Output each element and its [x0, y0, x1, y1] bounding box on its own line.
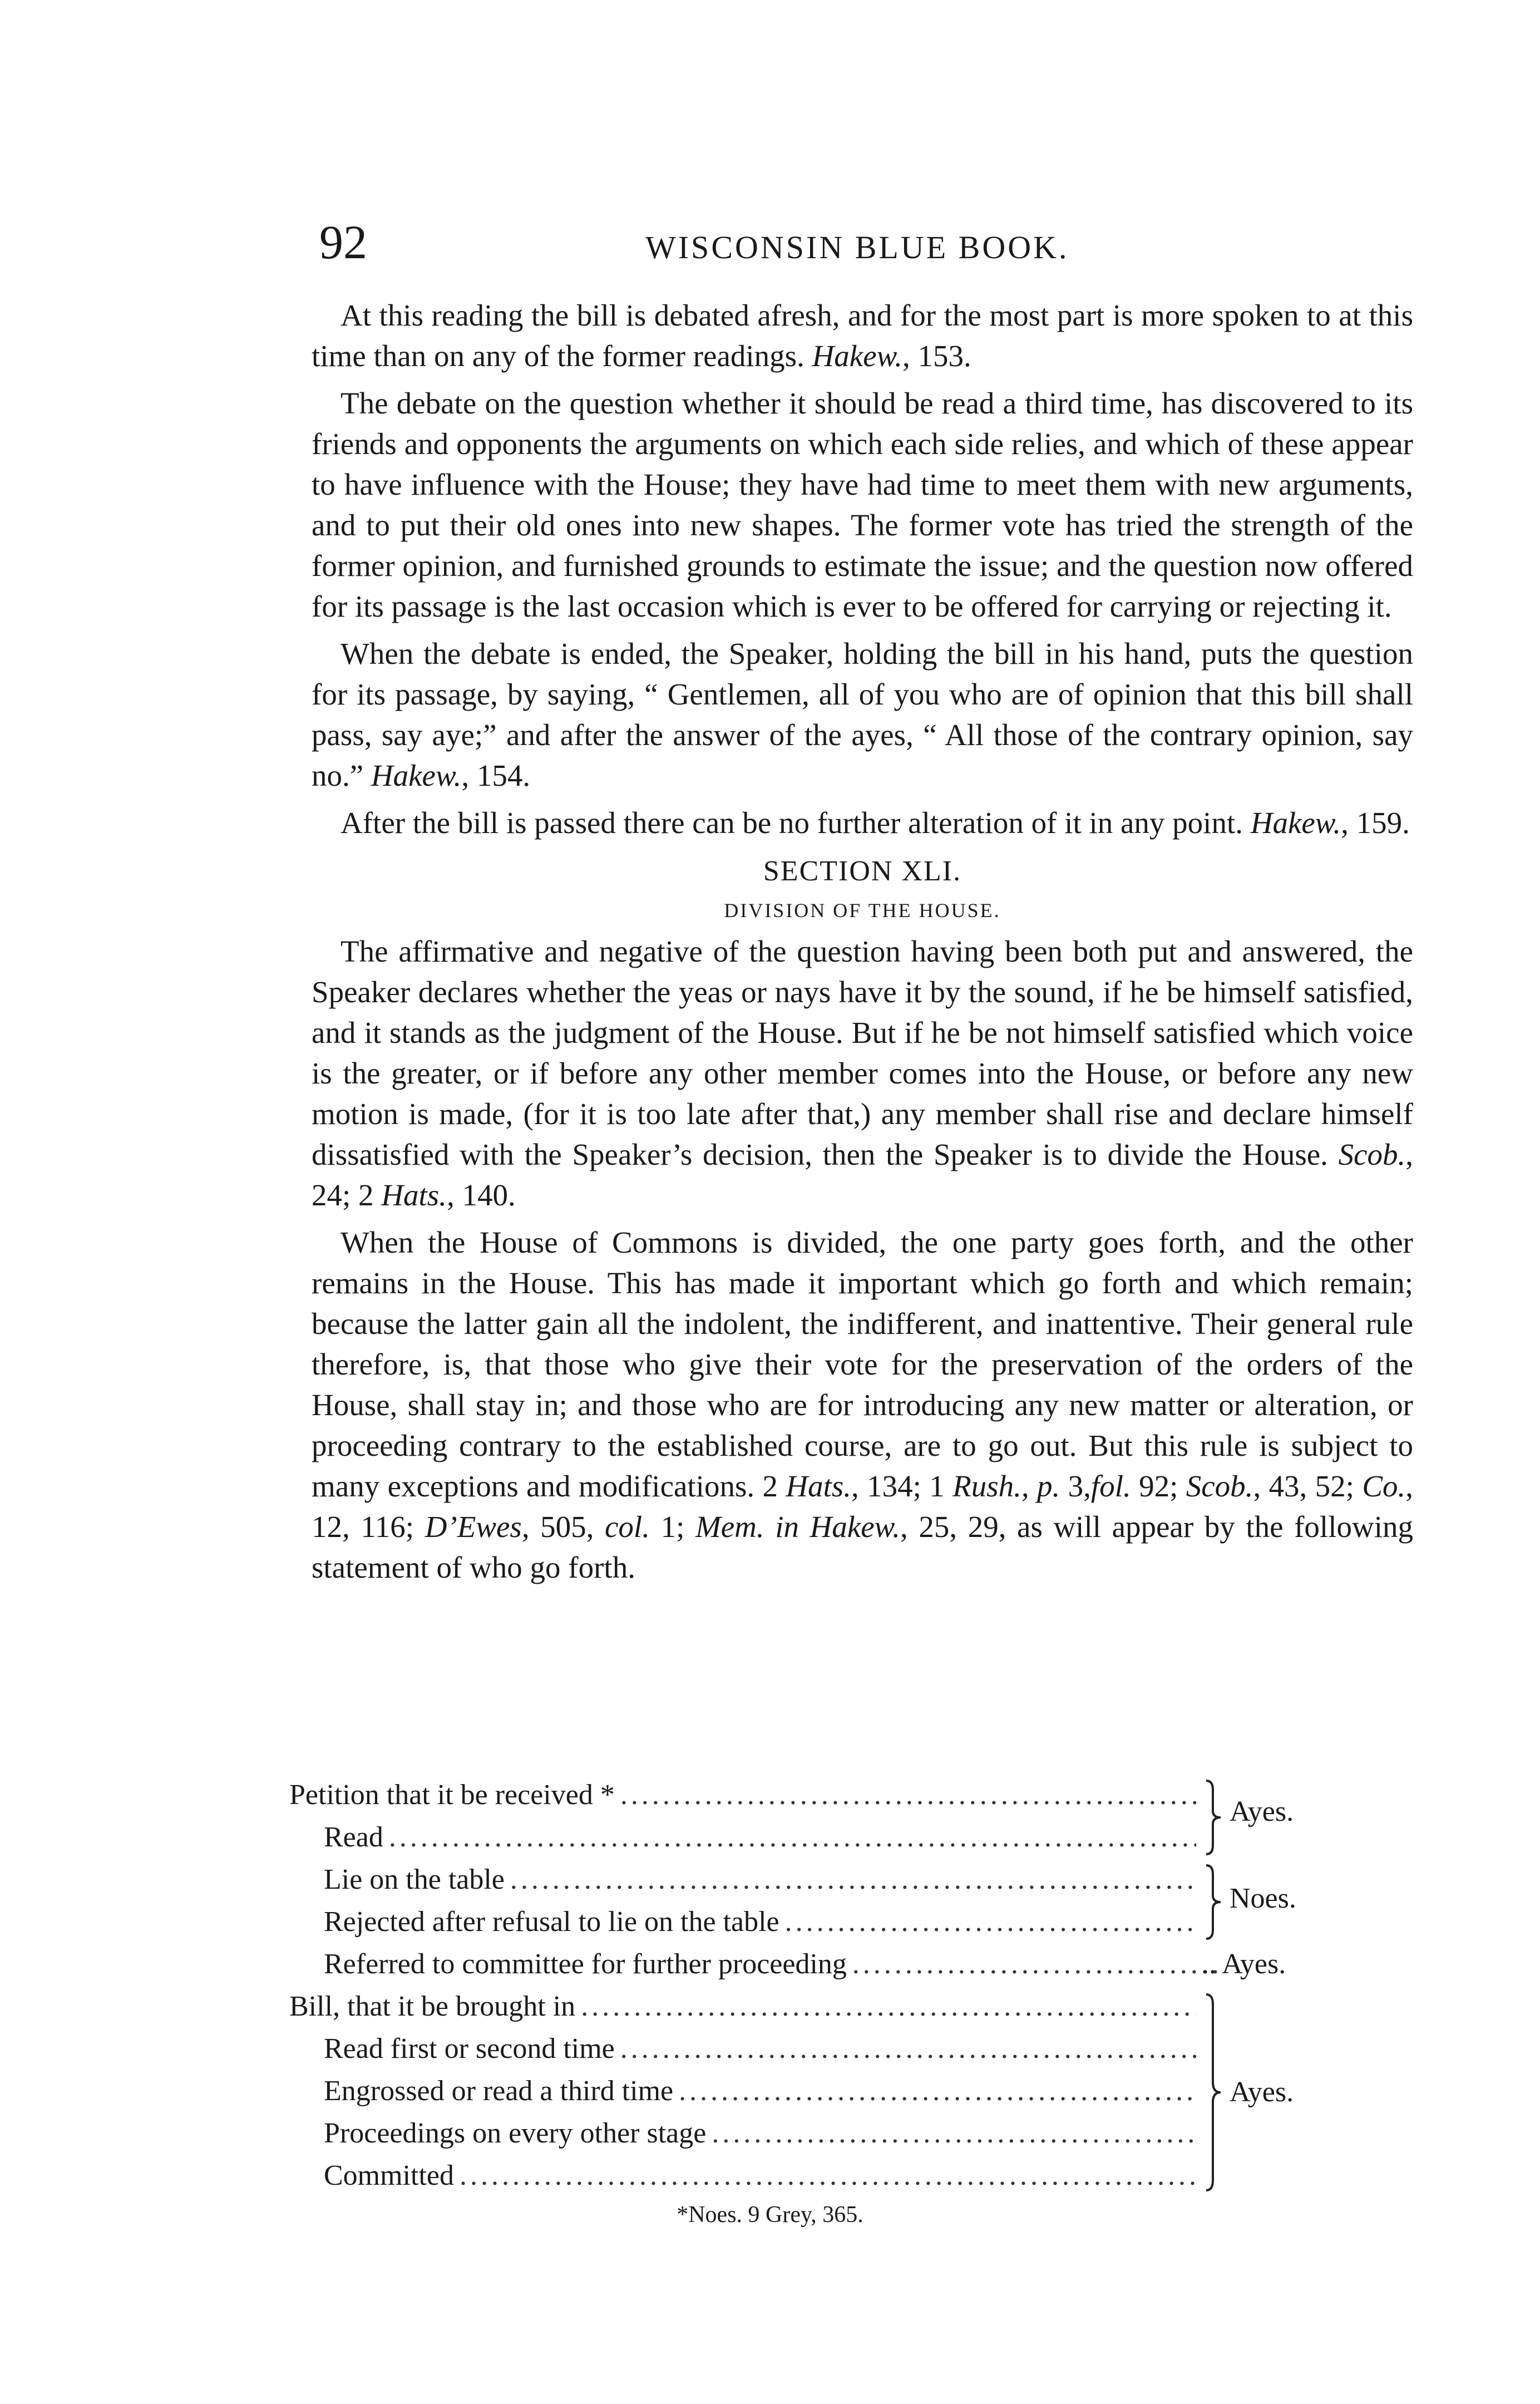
paragraph-affirmative-negative: The affirmative and negative of the question having been both put and answered, the Speaker declares whether the yeas or nays have it by the sound, if he be himself satisfied, and it stands as the judgment of the House. But if he be not himself satisfied which voice is the greater, or if before any other member comes into the House, or before any new motion is made, (for it is too late after that,) any member shall rise and declare himself dissatisfied with the Speaker’s decision, then the Speaker is to divide the House. Scob., 24; 2 Hats., 140. [312, 934, 1413, 1212]
page-number: 92 [319, 215, 367, 269]
paragraph-speaker-question: When the debate is ended, the Speaker, holding the bill in his hand, puts the question for its passage, by saying, “ Gentlemen, all of you who are of opinion that this bill shall pass, say aye;” and after the answer of the ayes, “ All those of the contrary opinion, say no.” Hakew., 154. [312, 637, 1413, 792]
brace-group2 [1202, 1863, 1224, 1941]
body-text [312, 295, 1413, 1594]
table-row: Read ..... [324, 1816, 1196, 1859]
paragraph-house-divided: When the House of Commons is divided, the one party goes forth, and the other remains in the House. This has made it important which go forth and which remain; because the latter gain all the indolent, the indifferent, and inattentive. Their general rule therefore, is, that those who give their vote for the preservation of the orders of the House, shall stay in; and those who are for introducing any new matter or alteration, or proceeding contrary to the established course, are to go out. But this rule is subject to many exceptions and modifications. 2 Hats., 134; 1 Rush., p. 3,fol. 92; Scob., 43, 52; Co., 12, 116; D’Ewes, 505, col. 1; Mem. in Hakew., 25, 29, as will appear by the following statement of who go forth. [312, 1225, 1414, 1584]
division-vote-table [289, 1774, 1408, 2197]
result-ayes-group1: Ayes. [1230, 1796, 1294, 1827]
paragraph-bill-passed: After the bill is passed there can be no further alteration of it in any point. Hakew., 159. [340, 806, 1410, 840]
result-ayes-referred: .. Ayes. [1202, 1948, 1286, 1980]
paragraph-debate-question: The debate on the question whether it should be read a third time, has discovered to its friends and opponents the arguments on which each side relies, and which of these appear to have influence with the House; they have had time to meet them with new arguments, and to put their old ones into new shapes. The former vote has tried the strength of the former opinion, and furnished grounds to estimate the issue; and the question now offered for its passage is the last occasion which is ever to be offered for carrying or rejecting it. [312, 386, 1413, 623]
table-row: Read first or second time ..... [324, 2028, 1196, 2070]
table-row: Engrossed or read a third time ..... [324, 2070, 1196, 2112]
table-row: Committed ..... [324, 2155, 1196, 2197]
paragraph-third-reading-debate: At this reading the bill is debated afresh, and for the most part is more spoken to at this time than on any of the former readings. Hakew., 153. [312, 298, 1413, 373]
table-row: Petition that it be received * ..... [289, 1774, 1196, 1816]
section-subheading: DIVISION OF THE HOUSE. [724, 899, 1001, 922]
table-row: Lie on the table ..... [324, 1859, 1196, 1901]
table-row: Proceedings on every other stage ..... [324, 2112, 1196, 2155]
section-heading: SECTION XLI. [763, 855, 962, 887]
table-row: Rejected after refusal to lie on the table ..... [324, 1901, 1196, 1943]
brace-group1 [1202, 1779, 1224, 1856]
brace-group3 [1202, 1992, 1224, 2193]
table-row: Referred to committee for further proceeding ..... [324, 1943, 1225, 1986]
footnote: *Noes. 9 Grey, 365. [677, 2202, 863, 2228]
table-row: Bill, that it be brought in ..... [289, 1986, 1196, 2028]
running-title: WISCONSIN BLUE BOOK. [645, 229, 1069, 265]
result-ayes-group3: Ayes. [1230, 2076, 1294, 2108]
result-noes-group2: Noes. [1230, 1883, 1296, 1914]
page-header [312, 211, 1424, 278]
